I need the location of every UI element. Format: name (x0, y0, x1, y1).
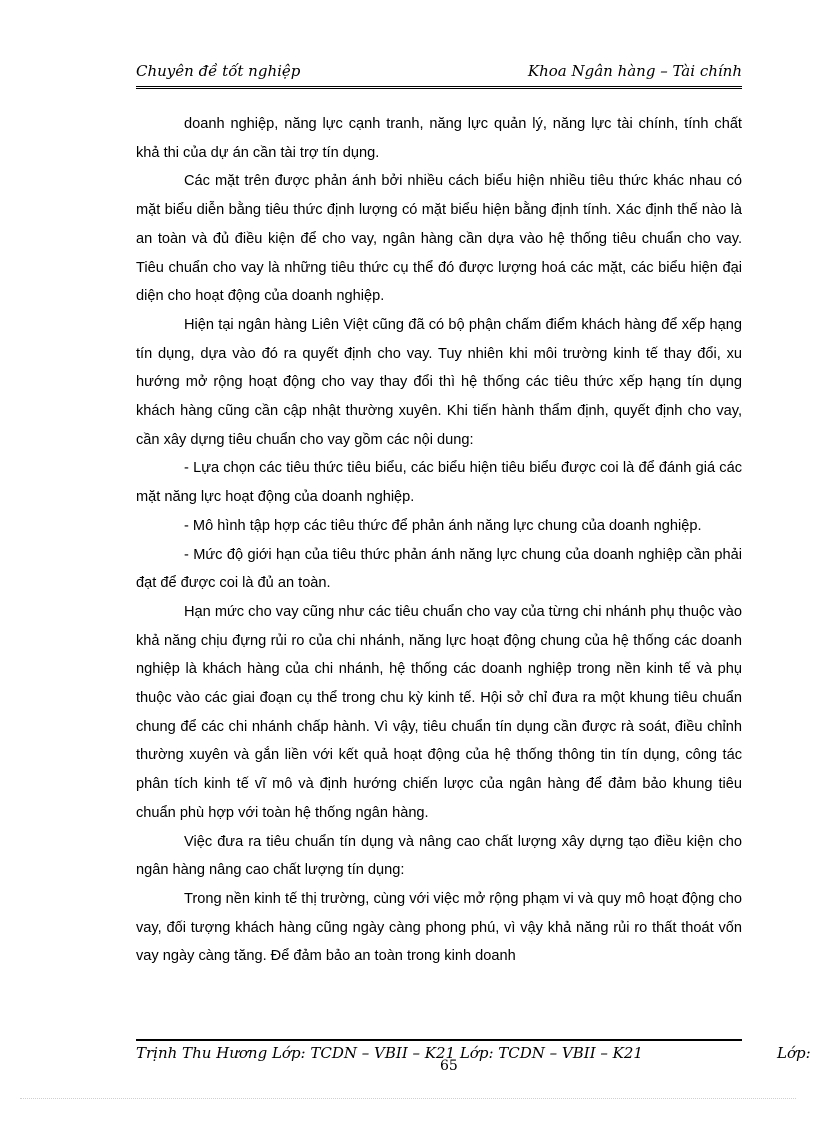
paragraph: Hiện tại ngân hàng Liên Việt cũng đã có bộ phận chấm điểm khách hàng để xếp hạng tín dụng, dựa vào đó ra quyết định cho vay. Tuy nhiên khi môi trường kinh tế thay đổi, xu hướng mở rộng hoạt động cho vay thay đổi thì hệ thống các tiêu thức xếp hạng tín dụng khách hàng cũng cần cập nhật thường xuyên. Khi tiến hành thẩm định, quyết định cho vay, cần xây dựng tiêu chuẩn cho vay gồm các nội dung: (136, 316, 742, 448)
page-bottom-dotted-line (20, 1098, 796, 1099)
footer-author-class: Trịnh Thu Hương Lớp: TCDN – VBII – K21 Lớp: TCDN – VBII – K21 (136, 1044, 643, 1062)
header-left-title: Chuyên đề tốt nghiệp (136, 62, 301, 80)
paragraph: Việc đưa ra tiêu chuẩn tín dụng và nâng cao chất lượng xây dựng tạo điều kiện cho ngân hàng nâng cao chất lượng tín dụng: (136, 833, 742, 879)
page-header (136, 62, 742, 89)
page-number: 65 (440, 1058, 458, 1074)
footer-right-label: Lớp: (777, 1044, 811, 1062)
paragraph: Các mặt trên được phản ánh bởi nhiều cách biểu hiện nhiều tiêu thức khác nhau có mặt biểu diễn bằng tiêu thức định lượng có mặt biểu hiện bằng định tính. Xác định thế nào là an toàn và đủ điều kiện để cho vay, ngân hàng cần dựa vào hệ thống tiêu chuẩn cho vay. Tiêu chuẩn cho vay là những tiêu thức cụ thể đó được lượng hoá các mặt, các biểu hiện đại diện cho hoạt động của doanh nghiệp. (136, 173, 742, 305)
document-body (136, 110, 742, 971)
footer-divider (136, 1039, 742, 1041)
paragraph: Hạn mức cho vay cũng như các tiêu chuẩn cho vay của từng chi nhánh phụ thuộc vào khả năng chịu đựng rủi ro của chi nhánh, năng lực hoạt động chung của hệ thống các doanh nghiệp là khách hàng của chi nhánh, hệ thống các doanh nghiệp trong nền kinh tế và phụ thuộc vào các giai đoạn cụ thể trong chu kỳ kinh tế. Hội sở chỉ đưa ra một khung tiêu chuẩn chung để các chi nhánh chấp hành. Vì vậy, tiêu chuẩn tín dụng cần được rà soát, điều chỉnh thường xuyên và gắn liền với kết quả hoạt động của hệ thống thông tin tín dụng, công tác phân tích kinh tế vĩ mô và định hướng chiến lược của ngân hàng để đảm bảo khung tiêu chuẩn phù hợp với toàn hệ thống ngân hàng. (136, 603, 742, 821)
list-item: - Mức độ giới hạn của tiêu thức phản ánh năng lực chung của doanh nghiệp cần phải đạt để được coi là đủ an toàn. (136, 546, 742, 592)
paragraph: doanh nghiệp, năng lực cạnh tranh, năng lực quản lý, năng lực tài chính, tính chất khả thi của dự án cần tài trợ tín dụng. (136, 116, 742, 161)
header-right-title: Khoa Ngân hàng – Tài chính (527, 62, 742, 80)
list-item: - Lựa chọn các tiêu thức tiêu biểu, các biểu hiện tiêu biểu được coi là để đánh giá các mặt năng lực hoạt động của doanh nghiệp. (136, 460, 742, 506)
paragraph: Trong nền kinh tế thị trường, cùng với việc mở rộng phạm vi và quy mô hoạt động cho vay, đối tượng khách hàng cũng ngày càng phong phú, vì vậy khả năng rủi ro thất thoát vốn vay ngày càng tăng. Để đảm bảo an toàn trong kinh doanh (136, 890, 742, 965)
list-item: - Mô hình tập hợp các tiêu thức để phản ánh năng lực chung của doanh nghiệp. (184, 517, 702, 534)
